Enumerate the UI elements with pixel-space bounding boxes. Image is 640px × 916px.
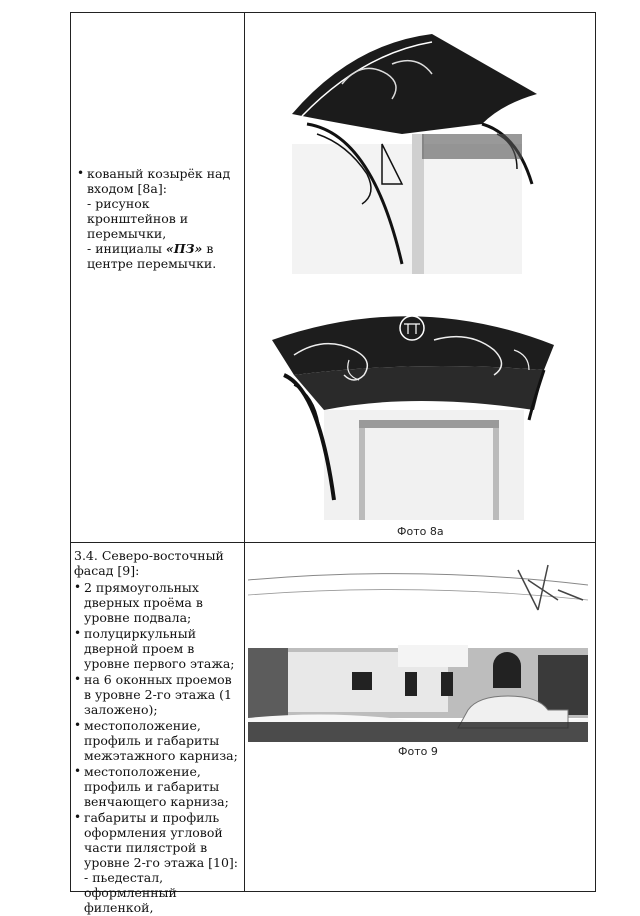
list-item: • местоположение, профиль и габариты межэтажного карниза; [74,718,242,763]
canopy-photo-side [282,24,552,274]
facade-photo [248,560,588,742]
photo-caption: Фото 8а [397,525,444,538]
list-item: • местоположение, профиль и габариты венчающего карниза; [74,764,242,809]
row2-text-cell [74,548,242,916]
column-divider [244,12,245,892]
list-item: • полуциркульный дверной проем в уровне первого этажа; [74,626,242,671]
sub-item-brackets: - рисунок кронштейнов и перемычки, [87,196,189,241]
row1-text-cell [77,166,242,272]
row-divider [70,542,596,543]
sub-item: - пьедестал, оформленный филенкой, [84,870,177,915]
feature-list [74,580,242,915]
canopy-photo-front [264,300,564,520]
list-item: • 2 прямоугольных дверных проёма в уровне подвала; [74,580,242,625]
sub-item-initials: - инициалы «ПЗ» в центре перемычки. [87,241,217,271]
list-item: • на 6 оконных проемов в уровне 2-го этажа (1 заложено); [74,672,242,717]
photo-caption: Фото 9 [398,745,438,758]
list-item: • габариты и профиль оформления угловой части пилястрой в уровне 2-го этажа [10]: - пьедестал, оформленный филенкой, [74,810,242,915]
list-item: • кованый козырёк над входом [8а]: - рисунок кронштейнов и перемычки, - инициалы «ПЗ» в центре перемычки. [77,166,242,271]
section-heading: 3.4. Северо-восточный фасад [9]: [74,548,224,578]
